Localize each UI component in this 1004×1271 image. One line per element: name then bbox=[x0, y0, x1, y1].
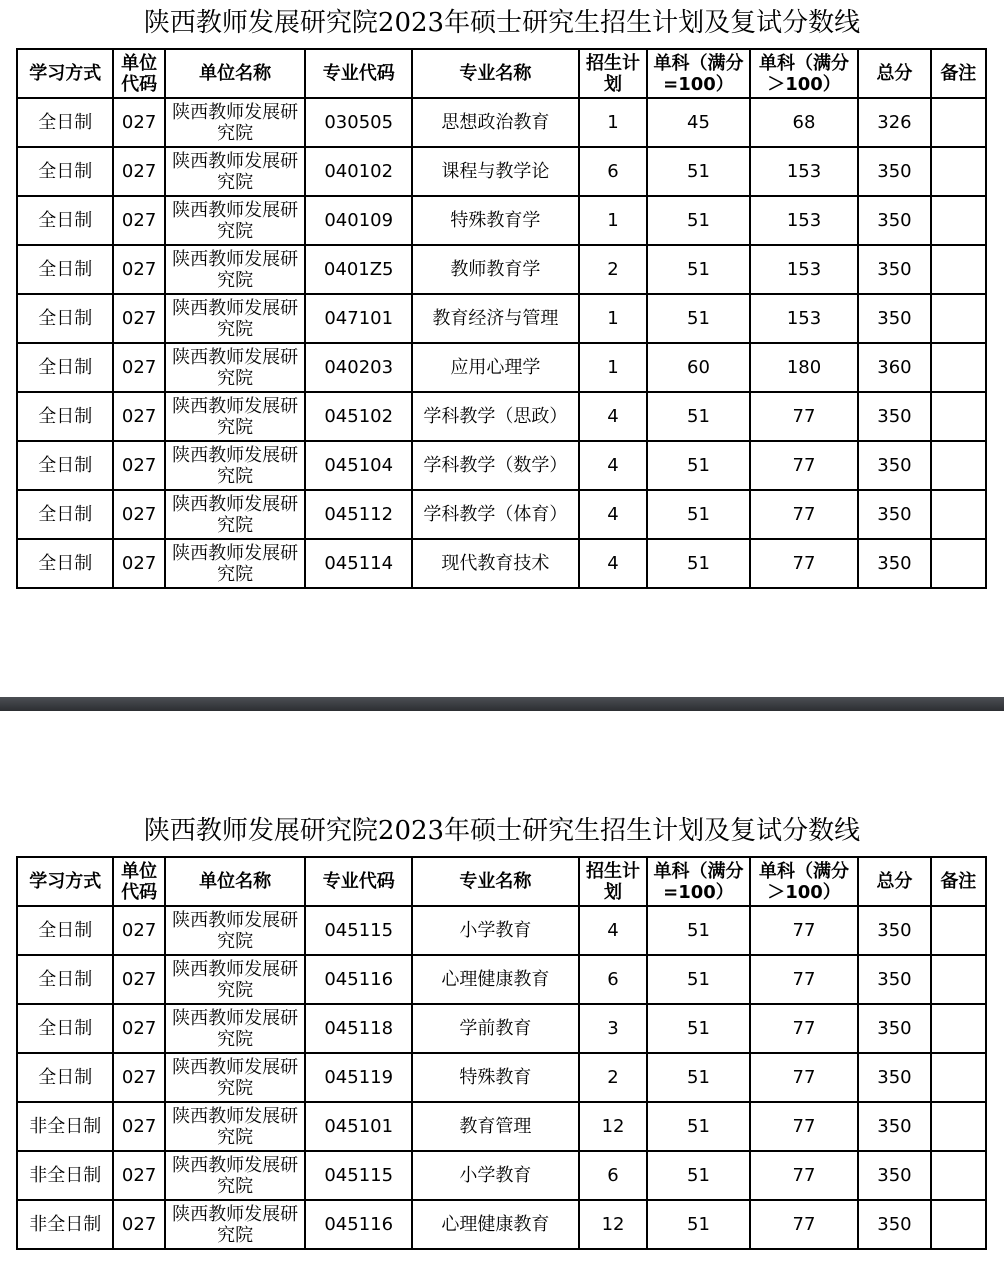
single-100-cell: 51 bbox=[647, 1004, 750, 1053]
total-cell: 326 bbox=[858, 98, 930, 147]
unit-code-cell: 027 bbox=[113, 147, 164, 196]
study-mode-cell: 非全日制 bbox=[17, 1151, 113, 1200]
single-gt100-cell: 77 bbox=[750, 1004, 859, 1053]
table-row bbox=[17, 955, 986, 1004]
quota-cell: 4 bbox=[579, 392, 647, 441]
single-100-cell: 51 bbox=[647, 539, 750, 588]
notes-cell bbox=[931, 955, 986, 1004]
quota-cell: 4 bbox=[579, 441, 647, 490]
quota-cell: 12 bbox=[579, 1200, 647, 1249]
unit-name-cell: 陕西教师发展研究院 bbox=[165, 955, 306, 1004]
page-title: 陕西教师发展研究院2023年硕士研究生招生计划及复试分数线 bbox=[143, 8, 861, 38]
study-mode-cell: 全日制 bbox=[17, 245, 113, 294]
notes-cell bbox=[931, 294, 986, 343]
unit-name-cell: 陕西教师发展研究院 bbox=[165, 1200, 306, 1249]
major-name-cell: 特殊教育学 bbox=[412, 196, 579, 245]
single-100-cell: 51 bbox=[647, 906, 750, 955]
total-cell: 350 bbox=[858, 1004, 930, 1053]
total-cell: 350 bbox=[858, 490, 930, 539]
unit-code-cell: 027 bbox=[113, 955, 164, 1004]
notes-cell bbox=[931, 98, 986, 147]
major-name-cell: 教育经济与管理 bbox=[412, 294, 579, 343]
notes-cell bbox=[931, 196, 986, 245]
total-cell: 350 bbox=[858, 294, 930, 343]
single-gt100-cell: 77 bbox=[750, 1151, 859, 1200]
study-mode-cell: 全日制 bbox=[17, 343, 113, 392]
notes-cell bbox=[931, 392, 986, 441]
notes-cell bbox=[931, 441, 986, 490]
unit-name-cell: 陕西教师发展研究院 bbox=[165, 1053, 306, 1102]
total-cell: 350 bbox=[858, 1200, 930, 1249]
single-gt100-cell: 77 bbox=[750, 392, 859, 441]
table-row bbox=[17, 392, 986, 441]
major-name-cell: 学前教育 bbox=[412, 1004, 579, 1053]
unit-code-cell: 027 bbox=[113, 1004, 164, 1053]
major-code-cell: 045116 bbox=[305, 1200, 412, 1249]
study-mode-cell: 全日制 bbox=[17, 294, 113, 343]
single-gt100-cell: 153 bbox=[750, 245, 859, 294]
quota-cell: 1 bbox=[579, 343, 647, 392]
single-gt100-cell: 180 bbox=[750, 343, 859, 392]
major-code-cell: 045118 bbox=[305, 1004, 412, 1053]
notes-cell bbox=[931, 147, 986, 196]
total-cell: 350 bbox=[858, 392, 930, 441]
major-code-cell: 045119 bbox=[305, 1053, 412, 1102]
major-code-cell: 040203 bbox=[305, 343, 412, 392]
table-header-row bbox=[17, 49, 986, 98]
major-name-cell: 小学教育 bbox=[412, 1151, 579, 1200]
unit-name-cell: 陕西教师发展研究院 bbox=[165, 1102, 306, 1151]
total-cell: 360 bbox=[858, 343, 930, 392]
header-study-mode: 学习方式 bbox=[17, 49, 113, 98]
table-row bbox=[17, 1200, 986, 1249]
study-mode-cell: 全日制 bbox=[17, 906, 113, 955]
total-cell: 350 bbox=[858, 539, 930, 588]
single-gt100-cell: 77 bbox=[750, 539, 859, 588]
total-cell: 350 bbox=[858, 955, 930, 1004]
header-total: 总分 bbox=[858, 49, 930, 98]
unit-code-cell: 027 bbox=[113, 196, 164, 245]
notes-cell bbox=[931, 1053, 986, 1102]
major-code-cell: 045112 bbox=[305, 490, 412, 539]
single-gt100-cell: 153 bbox=[750, 147, 859, 196]
admission-plan-table bbox=[16, 48, 987, 589]
header-major-code: 专业代码 bbox=[305, 857, 412, 906]
table-row bbox=[17, 539, 986, 588]
single-gt100-cell: 77 bbox=[750, 955, 859, 1004]
header-major-name: 专业名称 bbox=[412, 49, 579, 98]
notes-cell bbox=[931, 906, 986, 955]
study-mode-cell: 全日制 bbox=[17, 147, 113, 196]
single-gt100-cell: 77 bbox=[750, 1200, 859, 1249]
unit-name-cell: 陕西教师发展研究院 bbox=[165, 1004, 306, 1053]
unit-code-cell: 027 bbox=[113, 294, 164, 343]
unit-code-cell: 027 bbox=[113, 1151, 164, 1200]
header-single-gt100: 单科（满分＞100） bbox=[750, 857, 859, 906]
single-100-cell: 51 bbox=[647, 392, 750, 441]
header-study-mode: 学习方式 bbox=[17, 857, 113, 906]
major-name-cell: 学科教学（数学） bbox=[412, 441, 579, 490]
unit-code-cell: 027 bbox=[113, 392, 164, 441]
single-100-cell: 45 bbox=[647, 98, 750, 147]
table-row bbox=[17, 490, 986, 539]
table-row bbox=[17, 1151, 986, 1200]
header-major-name: 专业名称 bbox=[412, 857, 579, 906]
study-mode-cell: 非全日制 bbox=[17, 1200, 113, 1249]
quota-cell: 4 bbox=[579, 490, 647, 539]
unit-name-cell: 陕西教师发展研究院 bbox=[165, 294, 306, 343]
major-name-cell: 教育管理 bbox=[412, 1102, 579, 1151]
table-row bbox=[17, 1004, 986, 1053]
header-unit-name: 单位名称 bbox=[165, 857, 306, 906]
unit-code-cell: 027 bbox=[113, 1200, 164, 1249]
single-100-cell: 51 bbox=[647, 490, 750, 539]
major-code-cell: 040109 bbox=[305, 196, 412, 245]
total-cell: 350 bbox=[858, 245, 930, 294]
single-100-cell: 51 bbox=[647, 441, 750, 490]
major-name-cell: 心理健康教育 bbox=[412, 1200, 579, 1249]
quota-cell: 2 bbox=[579, 245, 647, 294]
quota-cell: 12 bbox=[579, 1102, 647, 1151]
study-mode-cell: 全日制 bbox=[17, 196, 113, 245]
total-cell: 350 bbox=[858, 1053, 930, 1102]
single-100-cell: 51 bbox=[647, 955, 750, 1004]
table-body bbox=[17, 906, 986, 1249]
single-gt100-cell: 77 bbox=[750, 1053, 859, 1102]
table-row bbox=[17, 1053, 986, 1102]
major-code-cell: 045102 bbox=[305, 392, 412, 441]
total-cell: 350 bbox=[858, 196, 930, 245]
major-code-cell: 045115 bbox=[305, 1151, 412, 1200]
study-mode-cell: 全日制 bbox=[17, 539, 113, 588]
major-name-cell: 学科教学（思政） bbox=[412, 392, 579, 441]
quota-cell: 2 bbox=[579, 1053, 647, 1102]
unit-code-cell: 027 bbox=[113, 343, 164, 392]
total-cell: 350 bbox=[858, 147, 930, 196]
total-cell: 350 bbox=[858, 441, 930, 490]
major-name-cell: 学科教学（体育） bbox=[412, 490, 579, 539]
major-code-cell: 045114 bbox=[305, 539, 412, 588]
unit-code-cell: 027 bbox=[113, 906, 164, 955]
single-100-cell: 51 bbox=[647, 1200, 750, 1249]
quota-cell: 6 bbox=[579, 1151, 647, 1200]
page-title: 陕西教师发展研究院2023年硕士研究生招生计划及复试分数线 bbox=[143, 816, 861, 846]
major-name-cell: 教师教育学 bbox=[412, 245, 579, 294]
study-mode-cell: 全日制 bbox=[17, 955, 113, 1004]
header-single-100: 单科（满分=100） bbox=[647, 49, 750, 98]
major-name-cell: 心理健康教育 bbox=[412, 955, 579, 1004]
quota-cell: 1 bbox=[579, 98, 647, 147]
study-mode-cell: 全日制 bbox=[17, 490, 113, 539]
header-unit-code: 单位代码 bbox=[113, 49, 164, 98]
unit-code-cell: 027 bbox=[113, 441, 164, 490]
header-total: 总分 bbox=[858, 857, 930, 906]
notes-cell bbox=[931, 539, 986, 588]
header-quota: 招生计划 bbox=[579, 857, 647, 906]
table-row bbox=[17, 906, 986, 955]
admission-plan-table bbox=[16, 856, 987, 1250]
header-single-100: 单科（满分=100） bbox=[647, 857, 750, 906]
major-name-cell: 课程与教学论 bbox=[412, 147, 579, 196]
quota-cell: 6 bbox=[579, 147, 647, 196]
study-mode-cell: 全日制 bbox=[17, 1004, 113, 1053]
study-mode-cell: 全日制 bbox=[17, 1053, 113, 1102]
unit-name-cell: 陕西教师发展研究院 bbox=[165, 196, 306, 245]
single-gt100-cell: 153 bbox=[750, 294, 859, 343]
unit-code-cell: 027 bbox=[113, 1102, 164, 1151]
single-gt100-cell: 77 bbox=[750, 441, 859, 490]
study-mode-cell: 全日制 bbox=[17, 98, 113, 147]
unit-name-cell: 陕西教师发展研究院 bbox=[165, 441, 306, 490]
section-divider bbox=[0, 697, 1004, 711]
single-gt100-cell: 153 bbox=[750, 196, 859, 245]
quota-cell: 3 bbox=[579, 1004, 647, 1053]
notes-cell bbox=[931, 1200, 986, 1249]
unit-name-cell: 陕西教师发展研究院 bbox=[165, 147, 306, 196]
study-mode-cell: 全日制 bbox=[17, 392, 113, 441]
header-unit-code: 单位代码 bbox=[113, 857, 164, 906]
unit-code-cell: 027 bbox=[113, 98, 164, 147]
notes-cell bbox=[931, 1102, 986, 1151]
unit-name-cell: 陕西教师发展研究院 bbox=[165, 1151, 306, 1200]
major-name-cell: 思想政治教育 bbox=[412, 98, 579, 147]
table-body bbox=[17, 98, 986, 588]
unit-code-cell: 027 bbox=[113, 539, 164, 588]
unit-name-cell: 陕西教师发展研究院 bbox=[165, 392, 306, 441]
single-100-cell: 51 bbox=[647, 147, 750, 196]
quota-cell: 1 bbox=[579, 196, 647, 245]
quota-cell: 4 bbox=[579, 906, 647, 955]
notes-cell bbox=[931, 245, 986, 294]
unit-name-cell: 陕西教师发展研究院 bbox=[165, 98, 306, 147]
major-code-cell: 040102 bbox=[305, 147, 412, 196]
quota-cell: 1 bbox=[579, 294, 647, 343]
major-code-cell: 045101 bbox=[305, 1102, 412, 1151]
notes-cell bbox=[931, 490, 986, 539]
single-gt100-cell: 68 bbox=[750, 98, 859, 147]
single-100-cell: 51 bbox=[647, 1102, 750, 1151]
table-row bbox=[17, 196, 986, 245]
single-gt100-cell: 77 bbox=[750, 490, 859, 539]
unit-code-cell: 027 bbox=[113, 1053, 164, 1102]
single-100-cell: 51 bbox=[647, 245, 750, 294]
table-row bbox=[17, 441, 986, 490]
major-name-cell: 应用心理学 bbox=[412, 343, 579, 392]
single-100-cell: 60 bbox=[647, 343, 750, 392]
unit-code-cell: 027 bbox=[113, 245, 164, 294]
major-name-cell: 小学教育 bbox=[412, 906, 579, 955]
unit-name-cell: 陕西教师发展研究院 bbox=[165, 490, 306, 539]
header-major-code: 专业代码 bbox=[305, 49, 412, 98]
study-mode-cell: 非全日制 bbox=[17, 1102, 113, 1151]
header-quota: 招生计划 bbox=[579, 49, 647, 98]
unit-code-cell: 027 bbox=[113, 490, 164, 539]
single-gt100-cell: 77 bbox=[750, 906, 859, 955]
table-row bbox=[17, 1102, 986, 1151]
notes-cell bbox=[931, 343, 986, 392]
table-header-row bbox=[17, 857, 986, 906]
notes-cell bbox=[931, 1151, 986, 1200]
study-mode-cell: 全日制 bbox=[17, 441, 113, 490]
major-code-cell: 047101 bbox=[305, 294, 412, 343]
header-notes: 备注 bbox=[931, 857, 986, 906]
table-row bbox=[17, 294, 986, 343]
major-code-cell: 045104 bbox=[305, 441, 412, 490]
single-100-cell: 51 bbox=[647, 294, 750, 343]
major-name-cell: 特殊教育 bbox=[412, 1053, 579, 1102]
table-row bbox=[17, 147, 986, 196]
unit-name-cell: 陕西教师发展研究院 bbox=[165, 906, 306, 955]
major-code-cell: 045115 bbox=[305, 906, 412, 955]
table-row bbox=[17, 245, 986, 294]
table-row bbox=[17, 98, 986, 147]
unit-name-cell: 陕西教师发展研究院 bbox=[165, 343, 306, 392]
table-row bbox=[17, 343, 986, 392]
major-code-cell: 0401Z5 bbox=[305, 245, 412, 294]
major-code-cell: 030505 bbox=[305, 98, 412, 147]
major-code-cell: 045116 bbox=[305, 955, 412, 1004]
single-gt100-cell: 77 bbox=[750, 1102, 859, 1151]
total-cell: 350 bbox=[858, 1151, 930, 1200]
single-100-cell: 51 bbox=[647, 1151, 750, 1200]
major-name-cell: 现代教育技术 bbox=[412, 539, 579, 588]
notes-cell bbox=[931, 1004, 986, 1053]
header-single-gt100: 单科（满分＞100） bbox=[750, 49, 859, 98]
single-100-cell: 51 bbox=[647, 196, 750, 245]
unit-name-cell: 陕西教师发展研究院 bbox=[165, 539, 306, 588]
single-100-cell: 51 bbox=[647, 1053, 750, 1102]
total-cell: 350 bbox=[858, 906, 930, 955]
total-cell: 350 bbox=[858, 1102, 930, 1151]
header-notes: 备注 bbox=[931, 49, 986, 98]
unit-name-cell: 陕西教师发展研究院 bbox=[165, 245, 306, 294]
header-unit-name: 单位名称 bbox=[165, 49, 306, 98]
quota-cell: 6 bbox=[579, 955, 647, 1004]
quota-cell: 4 bbox=[579, 539, 647, 588]
